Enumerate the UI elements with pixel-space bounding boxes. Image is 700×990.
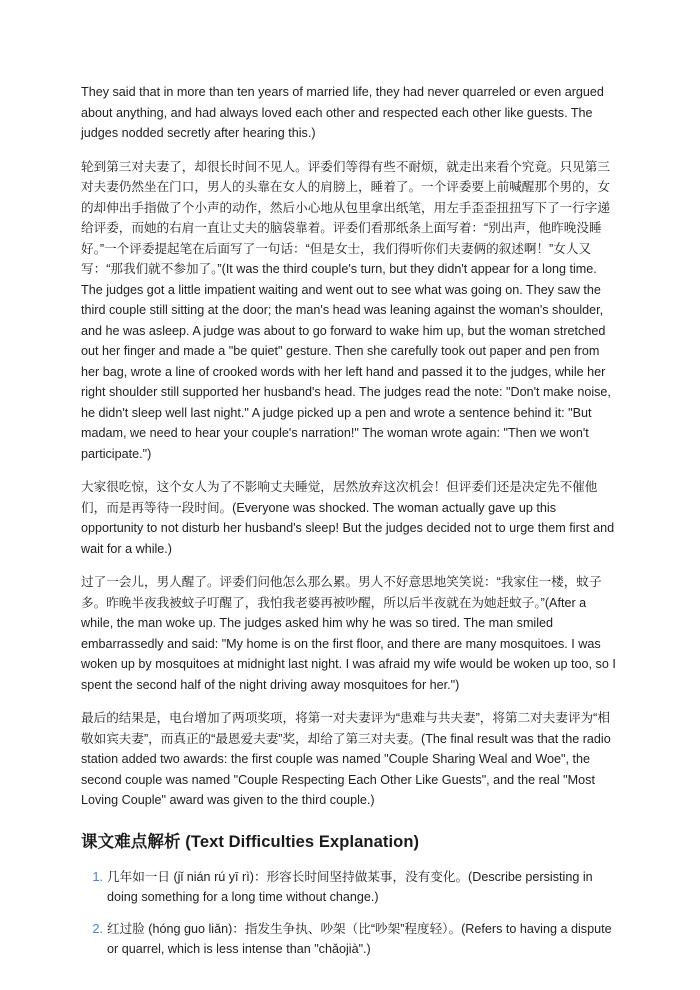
list-item: 几年如一日 (jǐ nián rú yī rì)：形容长时间坚持做某事，没有变化。(Describe persisting in doing something for a long time without change.) — [107, 869, 593, 904]
paragraph-man-woke-up: 过了一会儿，男人醒了。评委们问他怎么那么累。男人不好意思地笑笑说：“我家住一楼，蚊子多。昨晚半夜我被蚊子叮醒了，我怕我老婆再被吵醒，所以后半夜就在为她赶蚊子。”(After a while, the man woke up. The judges asked him why he was so tired. The man smiled embarrassedly and said: "My home is on the first floor, and there are many mosquitoes. I was woken up by mosquitoes at midnight last night. I was afraid my wife would be woken up too, so I spent the second half of the night driving away mosquitoes for her.") — [81, 575, 616, 692]
paragraph-third-couple: 轮到第三对夫妻了，却很长时间不见人。评委们等得有些不耐烦，就走出来看个究竟。只见第三对夫妻仍然坐在门口，男人的头靠在女人的肩膀上，睡着了。一个评委要上前喊醒那个男的，女的却伸出手指做了个小声的动作，然后小心地从包里拿出纸笔，用左手歪歪扭扭写下了一行字递给评委，而她的右肩一直让丈夫的脑袋靠着。评委们看那纸条上面写着：“别出声，他昨晚没睡好。”一个评委提起笔在后面写了一句话：“但是女士，我们得听你们夫妻俩的叙述啊！”女人又写：“那我们就不参加了。”(It was the third couple's turn, but they didn't appear for a long time. The judges got a little impatient waiting and went out to see what was going on. They saw the third couple still sitting at the door; the man's head was leaning against the woman's shoulder, and he was asleep. A judge was about to go forward to wake him up, but the woman stretched out her finger and made a "be quiet" gesture. Then she carefully took out paper and pen from her bag, wrote a line of crooked words with her left hand and passed it to the judges, while her right shoulder still supported her husband's head. The judges read the note: "Don't make noise, he didn't sleep well last night." A judge picked up a pen and wrote a sentence behind it: "But madam, we need to hear your couple's narration!" The woman wrote again: "Then we won't participate.") — [81, 159, 611, 461]
document-body — [81, 82, 621, 960]
text-difficulties-list — [81, 867, 621, 960]
paragraph-final-result: 最后的结果是，电台增加了两项奖项，将第一对夫妻评为“患难与共夫妻”，将第二对夫妻评为“相敬如宾夫妻”，而真正的“最恩爱夫妻”奖，却给了第三对夫妻。(The final result was that the radio station added two awards: the first couple was named "Couple Sharing Weal and Woe", the second couple was named "Couple Respecting Each Other Like Guests", and the real "Most Loving Couple" award was given to the third couple.) — [81, 711, 611, 807]
paragraph-everyone-shocked: 大家很吃惊，这个女人为了不影响丈夫睡觉，居然放弃这次机会！但评委们还是决定先不催他们，而是再等待一段时间。(Everyone was shocked. The woman actually gave up this opportunity to not disturb her husband's sleep! But the judges decided not to urge them first and wait for a while.) — [81, 480, 615, 556]
section-heading-text-difficulties: 课文难点解析 (Text Difficulties Explanation) — [81, 832, 420, 851]
list-item: 红过脸 (hóng guo liǎn)：指发生争执、吵架（比“吵架”程度轻）。(Refers to having a dispute or quarrel, which is less intense than "chǎojià".) — [107, 921, 612, 956]
paragraph-english-intro: They said that in more than ten years of married life, they had never quarreled or even argued about anything, and had always loved each other and respected each other like guests. The judges nodded secretly after hearing this.) — [81, 85, 604, 140]
